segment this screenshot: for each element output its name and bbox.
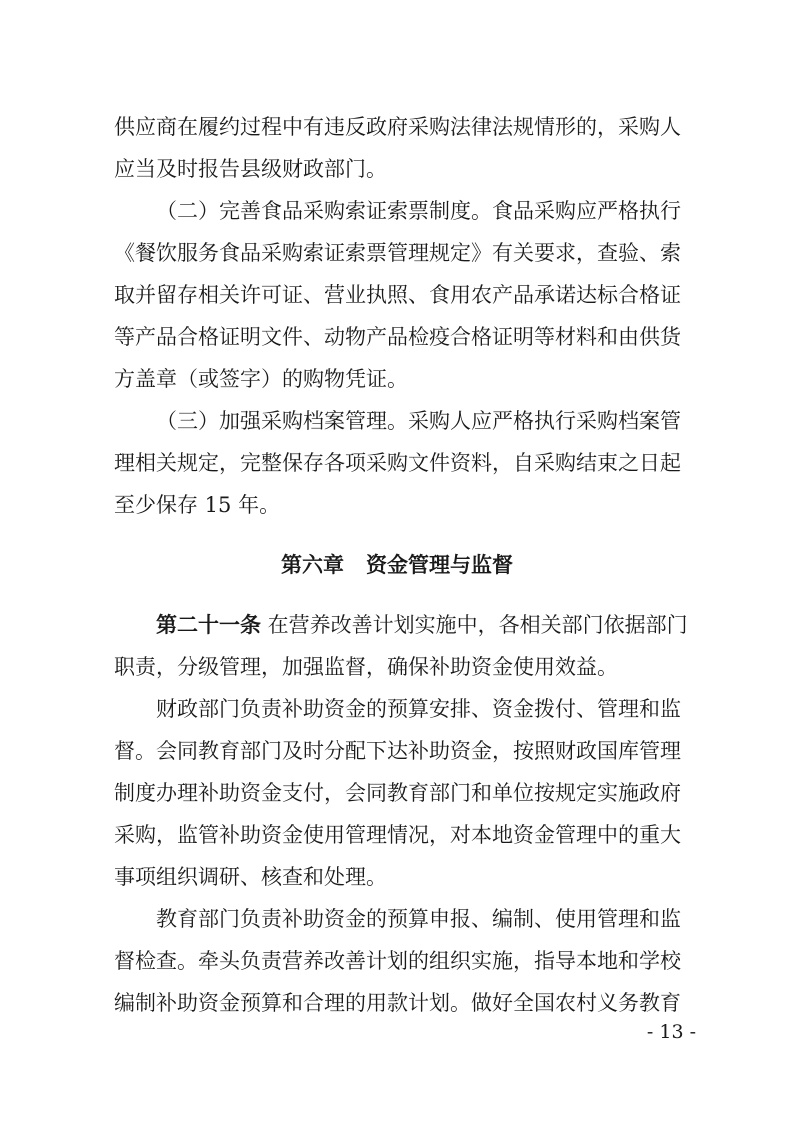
paragraph-line: 等产品合格证明文件、动物产品检疫合格证明等材料和由供货 — [114, 325, 681, 349]
paragraph-line: 采购，监管补助资金使用管理情况，对本地资金管理中的重大 — [114, 823, 681, 847]
paragraph-line: 供应商在履约过程中有违反政府采购法律法规情形的，采购人 — [114, 115, 681, 139]
paragraph-line: （二）完善食品采购索证索票制度。食品采购应严格执行 — [156, 199, 681, 223]
paragraph-line: 职责，分级管理，加强监督，确保补助资金使用效益。 — [114, 655, 618, 679]
paragraph-line: 《餐饮服务食品采购索证索票管理规定》有关要求，查验、索 — [114, 241, 681, 265]
paragraph-line: 教育部门负责补助资金的预算申报、编制、使用管理和监 — [156, 907, 681, 931]
paragraph-line: 督检查。牵头负责营养改善计划的组织实施，指导本地和学校 — [114, 949, 681, 973]
paragraph-line: 方盖章（或签字）的购物凭证。 — [114, 367, 408, 391]
paragraph-line: 事项组织调研、核查和处理。 — [114, 865, 387, 889]
chapter-heading: 第六章 资金管理与监督 — [281, 553, 513, 577]
paragraph-line: 制度办理补助资金支付，会同教育部门和单位按规定实施政府 — [114, 781, 681, 805]
article-first-line-text: 在营养改善计划实施中，各相关部门依据部门 — [261, 613, 688, 637]
paragraph-line: 财政部门负责补助资金的预算安排、资金拨付、管理和监 — [156, 697, 681, 721]
article-first-line — [156, 612, 694, 638]
paragraph-line: 应当及时报告县级财政部门。 — [114, 157, 387, 181]
paragraph-line: 编制补助资金预算和合理的用款计划。做好全国农村义务教育 — [114, 991, 681, 1015]
paragraph-line: 督。会同教育部门及时分配下达补助资金，按照财政国库管理 — [114, 739, 681, 763]
paragraph-line: （三）加强采购档案管理。采购人应严格执行采购档案管 — [156, 409, 681, 433]
page-number: - 13 - — [646, 1021, 696, 1043]
paragraph-line: 理相关规定，完整保存各项采购文件资料，自采购结束之日起 — [114, 451, 681, 475]
paragraph-line: 至少保存 15 年。 — [114, 493, 281, 517]
article-label: 第二十一条 — [156, 613, 261, 637]
paragraph-line: 取并留存相关许可证、营业执照、食用农产品承诺达标合格证 — [114, 283, 681, 307]
